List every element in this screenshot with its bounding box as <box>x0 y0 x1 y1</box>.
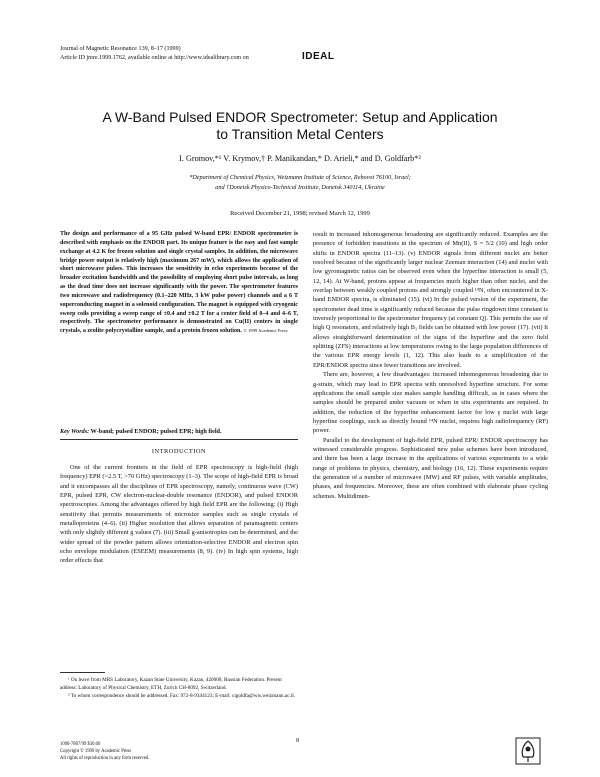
abstract-text: The design and performance of a 95 GHz pulsed W-band EPR/ ENDOR spectrometer is described with emphasis on the ENDOR part. Its unique feature is the easy and fast sample exchange at 4.2 K for frozen solution and single crystal samples. In addition, the microwave bridge power output is relatively high (maximum 267 mW), which allows the application of short microwave pulses. This increases the sensitivity in echo experiments because of the broader excitation handwidth and the possibility of employing short pulse intervals, as long as the dead time does not increase significantly with the power. The spectrometer features two microwave and radiofrequency (0.1–220 MHz, 3 kW pulse power) channels and a 6 T superconducting magnet in a solenoid configuration. The magnet is equipped with cryogenic sweep coils providing a sweep range of ±0.4 and ±0.2 T for a center field of 0–4 and 4–6 T, respectively. The spectrometer performance is demonstrated on Cu(II) centers in single crystals, a zeolite polycrystalline sample, and a protein frozen solution. <box>60 231 298 335</box>
intro-paragraph-3: There are, however, a few disadvantages: increased inhomogeneous broadening due to g-strain, which may lead to EPR spectra with unresolved hyperfine structure. For some applications the small sample size makes sample handling difficult, as in cases where the samples should be prepared under vacuum or when in situ experiments are required. In addition, the reduction of the hyperfine enhancement factor for low γ nuclei with large hyperfine couplings, such as directly bound ¹⁴N nuclei, requires high radiofrequency (RF) power. <box>313 371 548 435</box>
keywords-label: Key Words: <box>60 428 90 435</box>
affiliation-1: *Department of Chemical Physics, Weizmann Institute of Science, Rehovot 76100, Israel; <box>189 174 411 181</box>
received-dates: Received December 21, 1998; revised March 12, 1999 <box>230 210 370 217</box>
paper-title <box>40 109 560 143</box>
footnote-divider <box>60 672 105 673</box>
academic-press-logo-icon <box>515 737 541 765</box>
issn-price: 1090-7807/99 $30.00 <box>60 742 101 747</box>
affiliation-2: and †Donetsk Physico-Technical Institute, Donetsk 340114, Ukraine <box>215 184 385 191</box>
intro-paragraph-2: result in increased inhomogeneous broadening are significantly reduced. Examples are the presence of forbidden transitions in the spectrum of Mn(II), S = 5/2 (10) and high order shifts in ENDOR spectra (11–13). (v) ENDOR signals from different nuclei are better resolved because of the significantly larger nuclear Zeeman interaction (14) and nuclei with low gyromagnetic ratios can be observed even when the hyperfine interaction is small (5, 12, 14). At W-band, protons appear at frequencies much higher than other nuclei, and the overlap between weakly coupled protons and strongly coupled ¹⁴N, often encountered in X-band ENDOR spectra, is eliminated (15). (vi) In the pulsed version of the experiment, the spectrometer dead time is significantly reduced because the pulse ringdown time constant is inversely proportional to the spectrometer frequency (at constant Q). This permits the use of high Q resonators, and relatively high B₁ fields can be obtained with low power (17). (vii) It allows straightforward determination of the signs of the hyperfine and the zero field splitting (ZFS) interactions at low temperatures owing to the large population differences of the various EPR energy levels (1, 12). This also leads to a simplification of the EPR/ENDOR spectra since fewer transitions are involved. <box>313 231 548 369</box>
author-list: I. Gromov,*¹ V. Krymov,† P. Manikandan,* D. Arieli,* and D. Goldfarb*² <box>179 154 421 163</box>
keywords <box>60 428 298 435</box>
publisher-info <box>60 741 149 762</box>
affiliations <box>40 173 560 193</box>
intro-paragraph-4: Parallel to the development of high-field EPR, pulsed EPR/ ENDOR spectroscopy has witnessed considerable progress. Sophisticated new pulse schemes have been introduced, and there has been a large increase in the applications of various experiments to a wide range of problems in physics, chemistry, and biology (16, 12). These experiments require the generation of a number of microwave (MW) and RF pulses, with variable amplitudes, phases, and frequencies. Moreover, these are often combined with elaborate phase cycling schemes. Multidimen- <box>313 436 548 500</box>
copyright-line: Copyright © 1999 by Academic Press <box>60 749 132 754</box>
footnotes <box>60 676 298 700</box>
title-line-1: A W-Band Pulsed ENDOR Spectrometer: Setup and Application <box>102 109 498 125</box>
abstract-copyright: © 1999 Academic Press <box>243 328 288 334</box>
footnote-1: ¹ On leave from MRS Laboratory, Kazan State University, Kazan, 420008, Russian Federation. Present address: Laboratory of Physical Chemistry, ETH, Zurich CH-8092, Switzerland. <box>60 677 282 691</box>
right-column-body <box>313 230 548 501</box>
ideal-logo-text: IDEAL <box>302 51 335 62</box>
left-column-body <box>60 463 298 566</box>
page-number: 8 <box>296 738 299 744</box>
abstract <box>60 230 298 336</box>
ideal-logo <box>302 51 335 62</box>
article-id-line: Article ID jmre.1999.1762, available online at http://www.idealibrary.com on <box>60 55 249 61</box>
rights-line: All rights of reproduction in any form reserved. <box>60 756 150 761</box>
title-line-2: to Transition Metal Centers <box>216 126 384 142</box>
footnote-2: ² To whom correspondence should be addressed. Fax: 972-8-9344123; E-mail: cigoldfa@wis.weizmann.ac.il. <box>68 693 296 699</box>
intro-paragraph-1: One of the current frontiers in the field of EPR spectroscopy is high-field (high frequency) EPR (>2.5 T, >70 GHz) spectroscopy (1–3). The scope of high-field EPR is broad and it encompasses all the disciplines of EPR spectroscopy, namely, continuous wave (CW) EPR, pulsed EPR, CW electron-nuclear-double resonance (ENDOR), and pulsed ENDOR spectroscopies. Among the advantages offered by high field EPR are the following: (i) High sensitivity that permits measurements of microsize samples such as single crystals of metalloproteins (4–6). (ii) Higher resolution that allows separation of paramagnetic centers with only slightly different g values (7). (iii) Small g-anisotropies can be determined, and the wider spread of the powder pattern allows orientation-selective ENDOR and electron spin echo envelope modulation (ESEEM) measurements (8, 9). (iv) In high spin systems, high order effects that <box>60 464 298 565</box>
keywords-text: W-band; pulsed ENDOR; pulsed EPR; high field. <box>90 428 222 435</box>
journal-citation: Journal of Magnetic Resonance 139, 8–17 (1999) <box>60 46 181 52</box>
section-heading: INTRODUCTION <box>151 448 207 455</box>
section-divider <box>60 439 298 440</box>
